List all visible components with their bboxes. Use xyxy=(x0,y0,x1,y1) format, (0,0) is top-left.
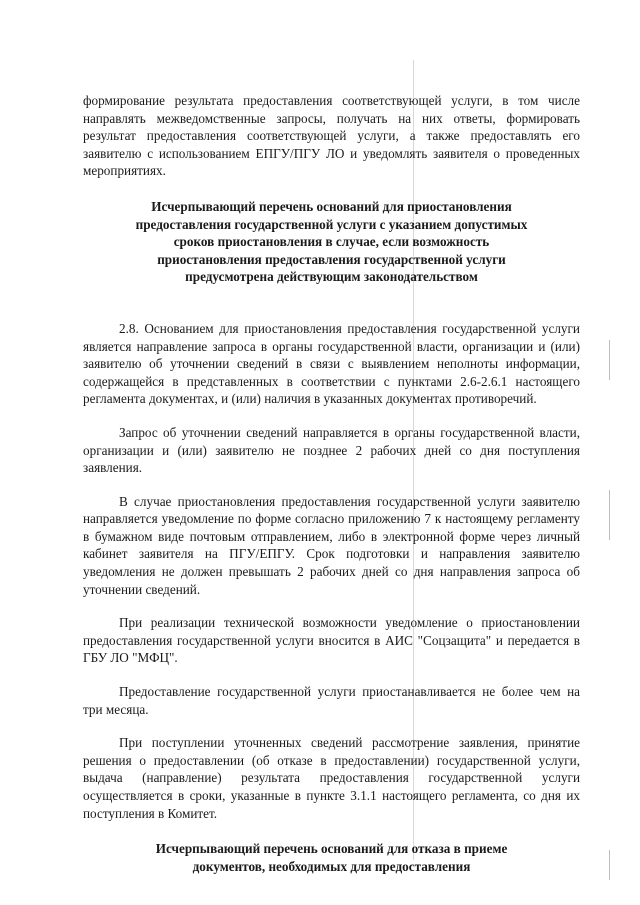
section-heading-suspension xyxy=(83,198,580,286)
heading-line: Исчерпывающий перечень оснований для отказа в приеме xyxy=(155,841,508,857)
scan-artifact-line xyxy=(609,490,610,540)
document-page xyxy=(83,92,580,875)
heading-line: Исчерпывающий перечень оснований для приостановления xyxy=(151,198,512,214)
heading-line: предусмотрена действующим законодательством xyxy=(185,269,478,285)
paragraph-suspension-limit: Предоставление государственной услуги приостанавливается не более чем на три месяца. xyxy=(83,684,580,717)
intro-paragraph: формирование результата предоставления соответствующей услуги, в том числе направлять межведомственные запросы, получать на них ответы, формировать результат предоставления соответствующей услуги, а также предоставлять его заявителю с использованием ЕПГУ/ПГУ ЛО и уведомлять заявителя о проведенных мероприятиях. xyxy=(83,93,580,179)
heading-line: документов, необходимых для предоставления xyxy=(192,858,471,874)
paragraph-2-8: 2.8. Основанием для приостановления предоставления государственной услуги является направление запроса в органы государственной власти, организации и (или) заявителю об уточнении сведений в связи с выявлением неполноты информации, содержащейся в представленных в соответствии с пунктами 2.6-2.6.1 настоящего регламента документах, и (или) наличия в указанных документах противоречий. xyxy=(83,320,580,407)
paragraph-resumption: При поступлении уточненных сведений рассмотрение заявления, принятие решения о предоставлении (об отказе в предоставлении) государственной услуги, выдача (направление) результата предоставления государственной услуги осуществляется в сроки, указанные в пункте 3.1.1 настоящего регламента, со дня их поступления в Комитет. xyxy=(83,735,580,821)
paragraph-notification: В случае приостановления предоставления государственной услуги заявителю направляется уведомление по форме согласно приложению 7 к настоящему регламенту в бумажном виде почтовым отправлением, либо в электронной форме через личный кабинет заявителя на ПГУ/ЕПГУ. Срок подготовки и направления заявителю уведомления не должен превышать 2 рабочих дней со дня направления запроса об уточнении сведений. xyxy=(83,493,580,597)
paragraph-ais-entry: При реализации технической возможности уведомление о приостановлении предоставления государственной услуги вносится в АИС "Соцзащита" и передается в ГБУ ЛО "МФЦ". xyxy=(83,615,580,666)
section-heading-refusal xyxy=(83,840,580,875)
scan-artifact-line xyxy=(609,850,610,880)
heading-line: приостановления предоставления государственной услуги xyxy=(157,251,506,267)
paragraph-request-timing: Запрос об уточнении сведений направляется в органы государственной власти, организации и (или) заявителю не позднее 2 рабочих дней со дня поступления заявления. xyxy=(83,424,580,476)
heading-line: предоставления государственной услуги с указанием допустимых xyxy=(135,216,528,232)
scan-artifact-line xyxy=(609,340,610,380)
heading-line: сроков приостановления в случае, если возможность xyxy=(173,234,490,250)
